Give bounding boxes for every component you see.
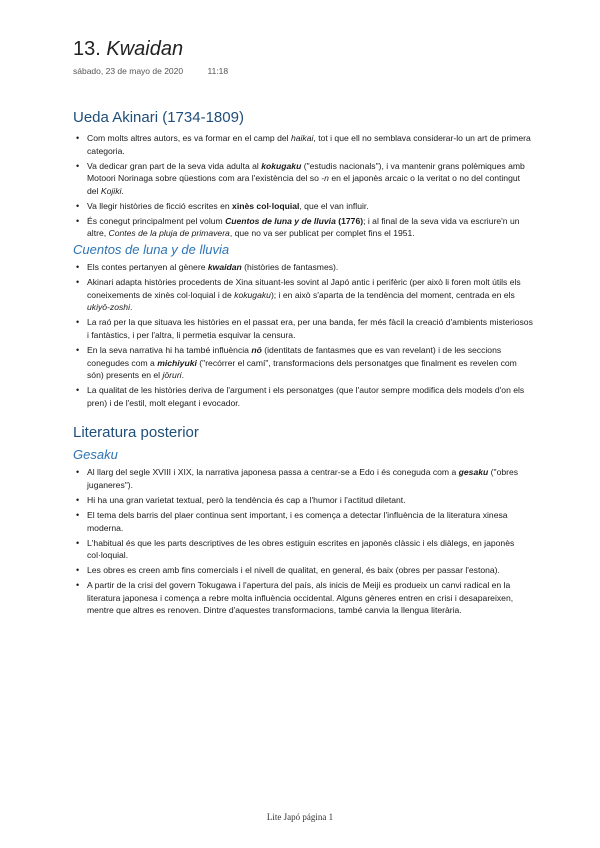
page-number: 13. xyxy=(73,38,101,60)
subsection-heading: Cuentos de luna y de lluvia xyxy=(73,242,230,258)
section-heading: Literatura posterior xyxy=(73,424,199,442)
subsection-heading: Gesaku xyxy=(73,447,118,463)
text-run: Al llarg del segle XVIII i XIX, la narrativa japonesa passa a centrar-se a Edo i és coneguda com a xyxy=(87,467,459,478)
text-run: ; i al final de la seva vida va escriure'n un altre, xyxy=(87,215,520,239)
section-ueda-akinari xyxy=(73,108,533,409)
text-run: , que el van influir. xyxy=(299,200,369,211)
text-run: (identitats de fantasmes que es van revelant) i de les seccions conegudes com a xyxy=(87,345,502,368)
list-item xyxy=(87,200,533,213)
text-run: Els contes pertanyen al gènere xyxy=(87,262,208,273)
text-run: kokugaku xyxy=(234,289,271,300)
text-run: En la seva narrativa hi ha també influència xyxy=(87,345,252,356)
text-run: ("estudis nacionals"), i va mantenir grans polèmiques amb Motoori Norinaga sobre qüestions com ara l'existència del so xyxy=(87,160,525,184)
list-item xyxy=(87,261,533,274)
text-run: ukiyō-zoshi xyxy=(87,302,130,313)
text-run: A partir de la crisi del govern Tokugawa i l'apertura del país, als inicis de Meiji es produeix un canvi radical en la literatura japonesa i comença a rebre molta influència occidental. Alguns gèneres entren en crisi i desapareixen, mentre que altres es renoven. Dintre d'aquestes transformacions, també canvia la llengua literària. xyxy=(87,580,514,616)
text-run: , tot i que ell no semblava considerar-lo un art de primera categoria. xyxy=(87,133,531,156)
text-run: (1776) xyxy=(335,215,364,226)
section-heading: Ueda Akinari (1734-1809) xyxy=(73,109,244,126)
page-title-text: Kwaidan xyxy=(106,38,184,60)
text-run: El tema dels barris del plaer continua sent important, i es comença a detectar l'influència de la literatura xinesa moderna. xyxy=(87,509,508,533)
list-item xyxy=(87,276,533,314)
text-run: Akinari adapta històries procedents de Xina situant-les sovint al Japó antic i perifèric (per això li foren molt útils els coneixements de xinès col·loquial i de xyxy=(87,277,521,300)
text-run: Com molts altres autors, es va formar en el camp del xyxy=(87,133,291,143)
page-title xyxy=(73,38,183,61)
page-meta xyxy=(73,66,228,76)
text-run: . xyxy=(130,302,133,313)
text-run: La qualitat de les històries deriva de l'argument i els personatges (que l'autor sempre modifica dels models d'on els pren) i de l'estil, molt elegant i evocador. xyxy=(87,385,525,408)
text-run: ); i en això s'aparta de la tendència del moment, centrada en els xyxy=(270,289,515,300)
text-run: Hi ha una gran varietat textual, però la tendència és cap a l'humor i l'actitud diletant. xyxy=(87,494,406,505)
note-content xyxy=(73,108,533,619)
text-run: kokugaku xyxy=(261,160,302,171)
list-item xyxy=(87,494,533,507)
text-run: . xyxy=(121,185,124,196)
page-footer: Lite Japó página 1 xyxy=(266,812,334,822)
text-run: jōruri xyxy=(162,370,182,381)
text-run: en el japonès arcaic o la veritat o no del contingut del xyxy=(87,173,521,196)
text-run: Kojiki xyxy=(100,185,122,196)
list-item xyxy=(87,579,533,617)
text-run: Cuentos de luna y de lluvia xyxy=(225,215,336,226)
list-item xyxy=(87,509,533,534)
text-run: Contes de la pluja de primavera xyxy=(108,228,230,239)
list-item xyxy=(87,384,533,409)
page-date: sábado, 23 de mayo de 2020 xyxy=(73,66,184,76)
text-run: (històries de fantasmes). xyxy=(241,262,339,273)
text-run: michiyuki xyxy=(157,357,197,368)
page-time: 11:18 xyxy=(207,66,229,76)
text-run: Les obres es creen amb fins comercials i el nivell de qualitat, en general, és baix (obres per passar l'estona). xyxy=(87,565,500,576)
text-run: ("recórrer el camí", transformacions dels personatges que finalment es revelen com són) presents en el xyxy=(87,357,517,381)
text-run: ("obres juganeres"). xyxy=(87,467,519,490)
text-run: . xyxy=(181,370,184,381)
text-run: És conegut principalment pel volum xyxy=(87,215,226,226)
text-run: xinès col·loquial xyxy=(232,200,300,211)
text-run: kwaidan xyxy=(207,262,242,273)
text-run: L'habitual és que les parts descriptives de les obres estiguin escrites en japonès clàssic i els diàlegs, en japonès col·loquial. xyxy=(87,537,515,561)
list-item xyxy=(87,564,533,577)
bullet-list xyxy=(73,261,533,409)
text-run: nō xyxy=(251,345,262,356)
list-item xyxy=(87,316,533,341)
bullet-list xyxy=(73,132,533,240)
list-item xyxy=(87,537,533,562)
section-literatura-posterior xyxy=(73,423,533,616)
list-item xyxy=(87,160,533,198)
text-run: haikai xyxy=(290,133,314,143)
bullet-list xyxy=(73,466,533,616)
text-run: Va dedicar gran part de la seva vida adulta al xyxy=(87,160,262,171)
text-run: La raó per la que situava les històries en el passat era, per una banda, fer més fàcil la creació d'ambients misteriosos i fantàstics, i per l'altra, li permetia esquivar la censura. xyxy=(87,317,533,341)
list-item xyxy=(87,466,533,491)
list-item xyxy=(87,132,533,157)
text-run: Va llegir històries de ficció escrites en xyxy=(87,200,233,211)
list-item xyxy=(87,215,533,240)
text-run: , que no va ser publicat per complet fins el 1951. xyxy=(229,228,415,239)
list-item xyxy=(87,344,533,382)
text-run: gesaku xyxy=(458,467,489,478)
text-run: -n xyxy=(321,173,329,184)
